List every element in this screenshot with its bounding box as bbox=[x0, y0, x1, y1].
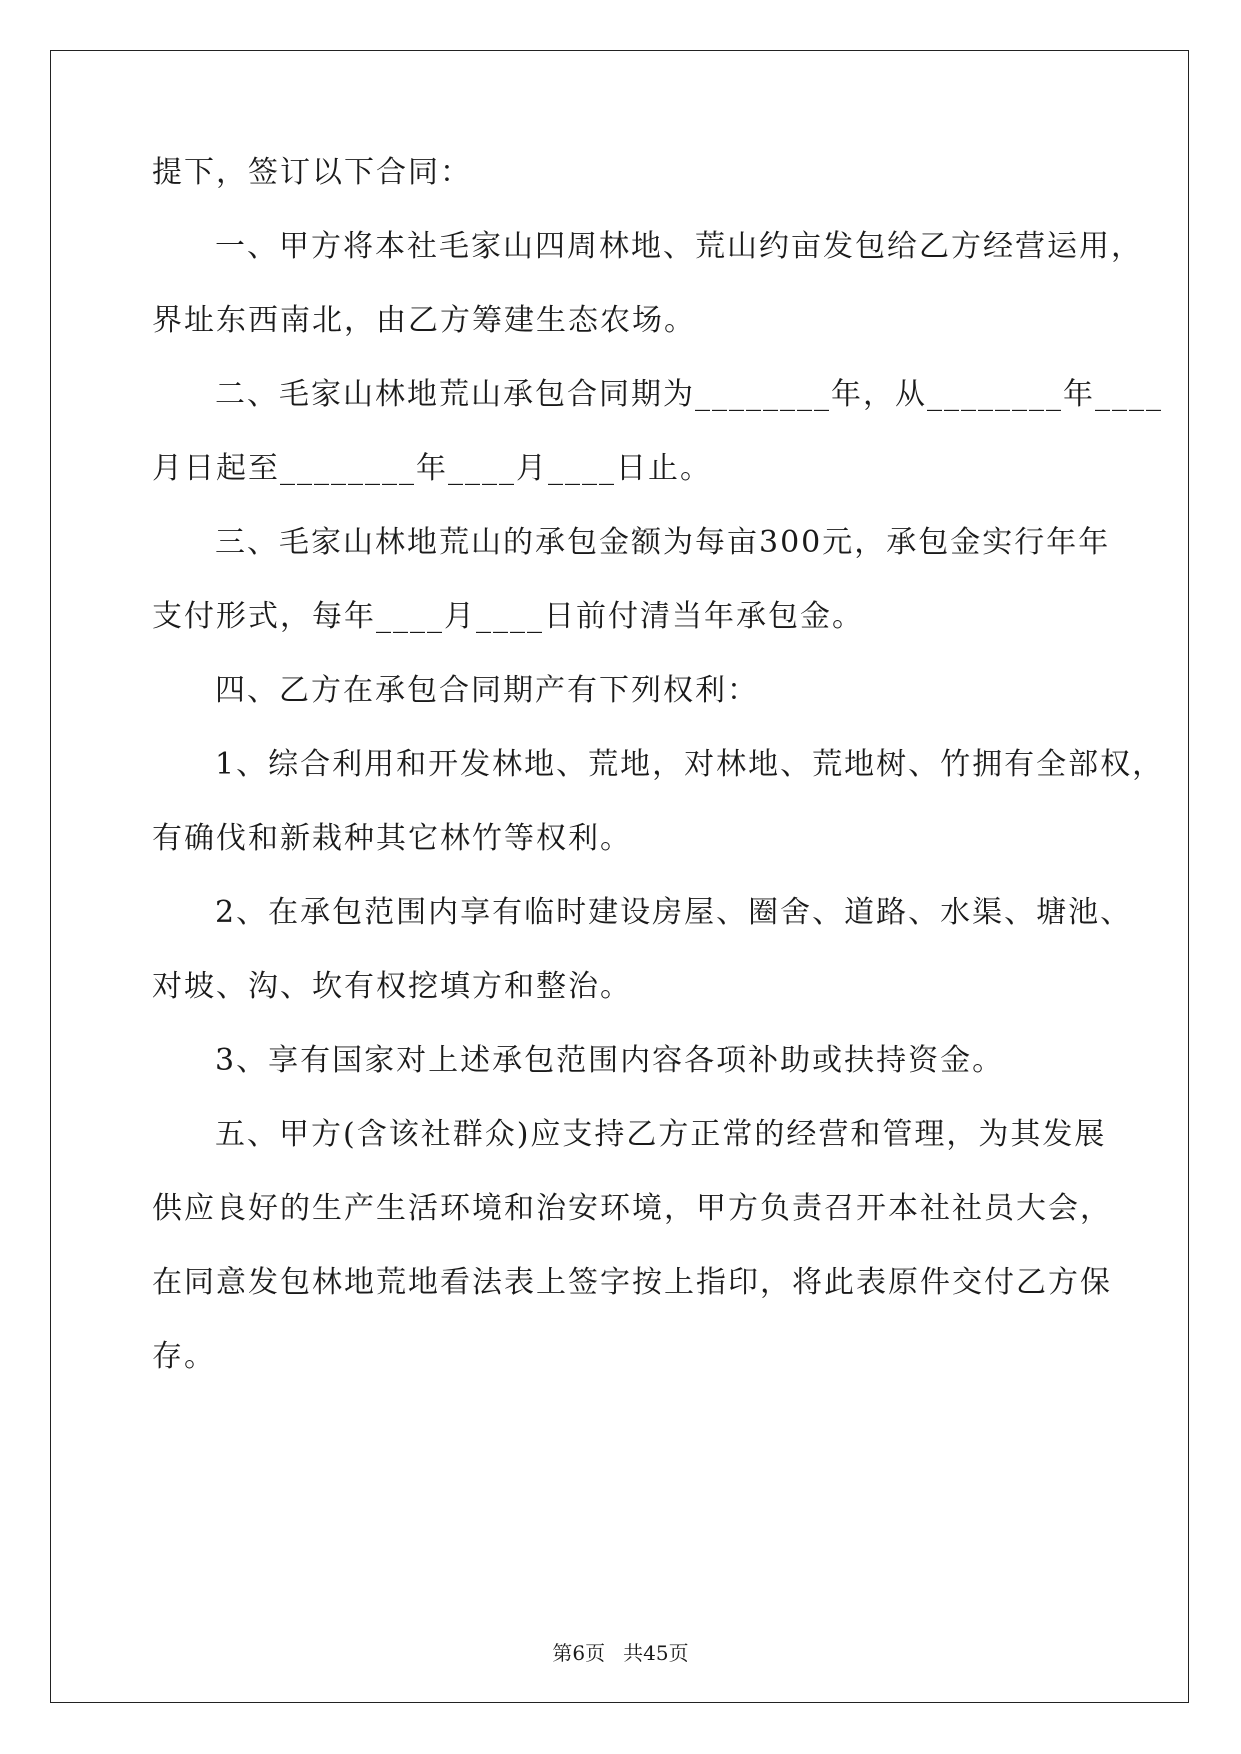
text-line: 五、甲方(含该社群众)应支持乙方正常的经营和管理，为其发展 bbox=[215, 1117, 1107, 1152]
text-line: 四、乙方在承包合同期产有下列权利： bbox=[215, 673, 759, 708]
text-line: 有确伐和新栽种其它林竹等权利。 bbox=[152, 821, 632, 856]
text-line: 月日起至________年____月____日止。 bbox=[152, 451, 712, 486]
text-line: 存。 bbox=[152, 1339, 216, 1374]
text-line: 2、在承包范围内享有临时建设房屋、圈舍、道路、水渠、塘池、 bbox=[215, 895, 1133, 930]
text-line: 二、毛家山林地荒山承包合同期为________年，从________年____ bbox=[215, 377, 1163, 412]
page-number-total: 共45页 bbox=[623, 1641, 689, 1665]
text-line: 在同意发包林地荒地看法表上签字按上指印，将此表原件交付乙方保 bbox=[152, 1265, 1112, 1300]
text-line: 界址东西南北，由乙方筹建生态农场。 bbox=[152, 303, 696, 338]
text-line: 三、毛家山林地荒山的承包金额为每亩300元，承包金实行年年 bbox=[215, 525, 1111, 560]
page-border bbox=[50, 50, 1189, 1703]
text-line: 供应良好的生产生活环境和治安环境，甲方负责召开本社社员大会， bbox=[152, 1191, 1112, 1226]
text-line: 1、综合利用和开发林地、荒地，对林地、荒地树、竹拥有全部权， bbox=[215, 747, 1165, 782]
text-line: 对坡、沟、坎有权挖填方和整治。 bbox=[152, 969, 632, 1004]
text-line: 支付形式，每年____月____日前付清当年承包金。 bbox=[152, 599, 864, 634]
page-footer bbox=[0, 1640, 1241, 1666]
text-line: 一、甲方将本社毛家山四周林地、荒山约亩发包给乙方经营运用， bbox=[215, 229, 1143, 264]
page-number-current: 第6页 bbox=[552, 1641, 606, 1665]
text-line: 提下，签订以下合同： bbox=[152, 155, 472, 190]
text-line: 3、享有国家对上述承包范围内容各项补助或扶持资金。 bbox=[215, 1043, 1005, 1078]
